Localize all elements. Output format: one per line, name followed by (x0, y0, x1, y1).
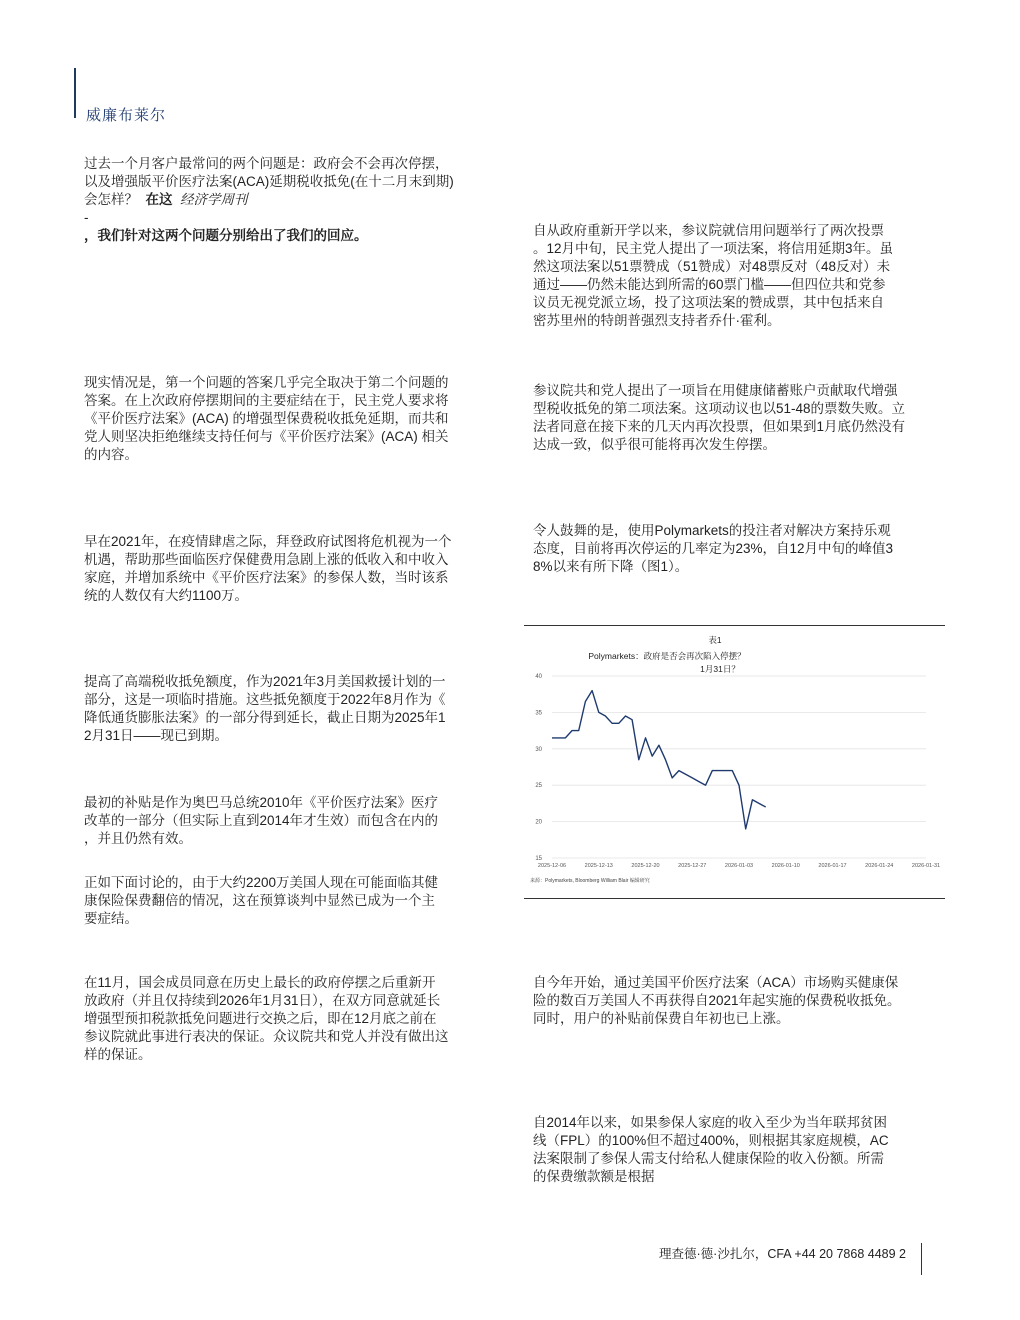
text-line: 要症结。 (84, 911, 138, 926)
text-line: 同时，用户的补贴前保费自年初也已上涨。 (533, 1011, 790, 1026)
text-line: 答案。在上次政府停摆期间的主要症结在于，民主党人要求将 (84, 393, 449, 408)
y-tick-label: 25 (535, 783, 542, 790)
x-tick-label: 2025-12-27 (678, 863, 707, 869)
text-line: 险的数百万美国人不再获得自2021年起实施的保费税收抵免。 (533, 993, 901, 1008)
text-line: 态度，目前将再次停运的几率定为23%，自12月中旬的峰值3 (533, 541, 894, 556)
text-line: 参议院就此事进行表决的保证。众议院共和党人并没有做出这 (84, 1029, 449, 1044)
series-line (552, 691, 766, 829)
text-line: ，并且仍然有效。 (84, 831, 192, 846)
text-line: 放政府（并且仅持续到2026年1月31日），在双方同意就延长 (84, 993, 441, 1008)
right-paragraph-1 (533, 222, 951, 330)
text-line: 。12月中旬，民主党人提出了一项法案，将信用延期3年。虽 (533, 241, 894, 256)
text-line: 过去一个月客户最常问的两个问题是：政府会不会再次停摆， (84, 156, 449, 171)
text-line: 降低通货膨胀法案》的一部分得到延长，截止日期为2025年1 (84, 710, 446, 725)
x-tick-label: 2025-12-06 (537, 863, 567, 869)
x-tick-label: 2026-01-31 (911, 863, 941, 869)
chart-title-line-2: 1月31日？ (700, 664, 740, 674)
x-tick-label: 2025-12-13 (584, 863, 613, 869)
footer-accent-line (921, 1243, 922, 1275)
text-line: 在11月，国会成员同意在历史上最长的政府停摆之后重新开 (84, 975, 436, 990)
left-paragraph-3 (84, 533, 494, 605)
figure-label: 表1 (708, 635, 722, 645)
text-line: 自今年开始，通过美国平价医疗法案（ACA）市场购买健康保 (533, 975, 899, 990)
left-paragraph-7 (84, 974, 494, 1064)
left-paragraph-2 (84, 374, 494, 464)
text-line: 线（FPL）的100%但不超过400%，则根据其家庭规模，AC (533, 1133, 889, 1148)
chart-title-line-1: Polymarkets：政府是否会再次陷入停摆？ (588, 651, 746, 661)
text-line-bold: ，我们针对这两个问题分别给出了我们的回应。 (84, 228, 368, 243)
x-tick-label: 2026-01-03 (724, 863, 754, 869)
left-paragraph-5 (84, 794, 494, 848)
y-tick-label: 20 (535, 819, 542, 826)
text-line: 提高了高端税收抵免额度，作为2021年3月美国救援计划的一 (84, 674, 446, 689)
left-paragraph-4 (84, 673, 494, 745)
text-line: 改革的一部分（但实际上直到2014年才生效）而包含在内的 (84, 813, 439, 828)
text-line: 自从政府重新开学以来，参议院就信用问题举行了两次投票 (533, 223, 884, 238)
text-line: 最初的补贴是作为奥巴马总统2010年《平价医疗法案》医疗 (84, 795, 439, 810)
top-accent-line (74, 68, 76, 118)
text-line: 2月31日——现已到期。 (84, 728, 229, 743)
right-paragraph-5 (533, 1114, 951, 1186)
x-tick-label: 2026-01-10 (771, 863, 800, 869)
text-line: 增强型预扣税款抵免问题进行交换之后，即在12月底之前在 (84, 1011, 437, 1026)
text-line: 家庭，并增加系统中《平价医疗法案》的参保人数，当时该系 (84, 570, 449, 585)
y-tick-label: 40 (535, 674, 542, 680)
analyst-contact-footer: 理查德·德·沙扎尔，CFA +44 20 7868 4489 2 (659, 1247, 906, 1261)
text-line: 令人鼓舞的是，使用Polymarkets的投注者对解决方案持乐观 (533, 523, 891, 538)
text-line: 然这项法案以51票赞成（51赞成）对48票反对（48反对）未 (533, 259, 891, 274)
right-paragraph-2 (533, 382, 951, 454)
text-line: 的内容。 (84, 447, 138, 462)
text-line: 康保险保费翻倍的情况，这在预算谈判中显然已成为一个主 (84, 893, 435, 908)
text-line: 统的人数仅有大约1100万。 (84, 588, 249, 603)
text-fragment: 会怎样？ (84, 192, 138, 207)
text-line: 自2014年以来，如果参保人家庭的收入至少为当年联邦贫困 (533, 1115, 888, 1130)
text-line: 议员无视党派立场，投了这项法案的赞成票，其中包括来自 (533, 295, 884, 310)
text-line: 正如下面讨论的，由于大约2200万美国人现在可能面临其健 (84, 875, 439, 890)
text-line: 早在2021年，在疫情肆虐之际，拜登政府试图将危机视为一个 (84, 534, 452, 549)
text-line: 部分，这是一项临时措施。这些抵免额度于2022年8月作为《 (84, 692, 446, 707)
text-fragment-bold: 在这 (145, 192, 173, 207)
y-tick-label: 35 (535, 710, 542, 717)
text-line: 通过——仍然未能达到所需的60票门槛——但四位共和党参 (533, 277, 886, 292)
text-line (84, 191, 494, 209)
text-line: 的保费缴款额是根据 (533, 1169, 655, 1184)
text-line: 现实情况是，第一个问题的答案几乎完全取决于第二个问题的 (84, 375, 449, 390)
text-line: 参议院共和党人提出了一项旨在用健康储蓄账户贡献取代增强 (533, 383, 898, 398)
dash: - (84, 210, 89, 225)
x-tick-label: 2025-12-20 (631, 863, 660, 869)
brand-name: 威廉布莱尔 (86, 107, 167, 124)
left-paragraph-6 (84, 874, 494, 928)
figure-1-frame (524, 625, 945, 899)
text-line: 密苏里州的特朗普强烈支持者乔什·霍利。 (533, 313, 781, 328)
x-tick-label: 2026-01-17 (818, 863, 847, 869)
text-line: 达成一致，似乎很可能将再次发生停摆。 (533, 437, 776, 452)
text-line: 党人则坚决拒绝继续支持任何与《平价医疗法案》(ACA) 相关 (84, 429, 449, 444)
text-line: 以及增强版平价医疗法案(ACA)延期税收抵免(在十二月末到期) (84, 174, 454, 189)
y-tick-label: 15 (535, 856, 542, 862)
text-line: 法案限制了参保人需支付给私人健康保险的收入份额。所需 (533, 1151, 884, 1166)
text-line: 法者同意在接下来的几天内再次投票，但如果到1月底仍然没有 (533, 419, 906, 434)
left-paragraph-1 (84, 155, 494, 245)
polymarkets-line-chart (524, 626, 945, 898)
text-line: 样的保证。 (84, 1047, 152, 1062)
right-paragraph-4 (533, 974, 951, 1028)
chart-source-note: 来源：Polymarkets, Bloomberg William Blair 编辑研究 (530, 878, 650, 884)
text-line: 型税收抵免的第二项法案。这项动议也以51-48的票数失败。立 (533, 401, 906, 416)
text-line: 《平价医疗法案》(ACA) 的增强型保费税收抵免延期，而共和 (84, 411, 449, 426)
text-line: 机遇，帮助那些面临医疗保健费用急剧上涨的低收入和中收入 (84, 552, 449, 567)
text-line: 8%以来有所下降（图1）。 (533, 559, 689, 574)
y-tick-label: 30 (535, 746, 542, 753)
right-paragraph-3 (533, 522, 951, 576)
x-tick-label: 2026-01-24 (865, 863, 894, 869)
publication-name: 经济学周刊 (180, 192, 248, 207)
